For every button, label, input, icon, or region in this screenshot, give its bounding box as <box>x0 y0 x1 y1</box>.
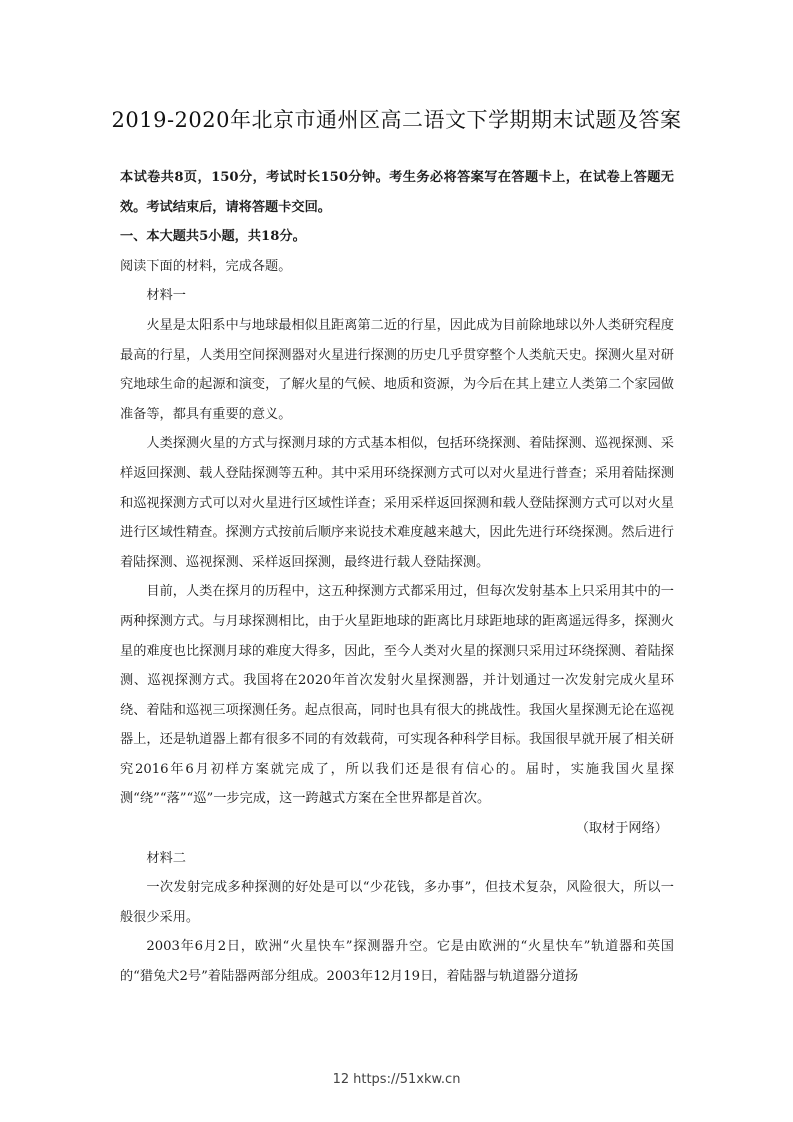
document-body <box>120 163 674 992</box>
material2-paragraph: 一次发射完成多种探测的好处是可以“少花钱，多办事”，但技术复杂，风险很大，所以一般很少采用。 <box>120 880 674 925</box>
page-footer <box>0 1072 793 1087</box>
material2-label: 材料二 <box>146 850 186 866</box>
material1-label: 材料一 <box>146 288 186 304</box>
material1-paragraph: 火星是太阳系中与地球最相似且距离第二近的行星，因此成为目前除地球以外人类研究程度最高的行星，人类用空间探测器对火星进行探测的历史几乎贯穿整个人类航天史。探测火星对研究地球生命的起源和演变，了解火星的气候、地质和资源，为今后在其上建立人类第二个家园做准备等，都具有重要的意义。 <box>120 317 674 422</box>
exam-instructions: 本试卷共8页，150分，考试时长150分钟。考生务必将答案写在答题卡上，在试卷上答题无效。考试结束后，请将答题卡交回。 <box>120 170 674 215</box>
material1-paragraph: 目前，人类在探月的历程中，这五种探测方式都采用过，但每次发射基本上只采用其中的一两种探测方式。与月球探测相比，由于火星距地球的距离比月球距地球的距离遥远得多，探测火星的难度也比探测月球的难度大得多，因此，至今人类对火星的探测只采用过环绕探测、着陆探测、巡视探测方式。我国将在2020年首次发射火星探测器，并计划通过一次发射完成火星环绕、着陆和巡视三项探测任务。起点很高，同时也具有很大的挑战性。我国火星探测无论在巡视器上，还是轨道器上都有很多不同的有效载荷，可实现各种科学目标。我国很早就开展了相关研究2016年6月初样方案就完成了，所以我们还是很有信心的。届时，实施我国火星探测“绕”“落”“巡”一步完成，这一跨越式方案在全世界都是首次。 <box>120 584 674 807</box>
material1-paragraph: 人类探测火星的方式与探测月球的方式基本相似，包括环绕探测、着陆探测、巡视探测、采样返回探测、载人登陆探测等五种。其中采用环绕探测方式可以对火星进行普查；采用着陆探测和巡视探测方式可以对火星进行区域性详查；采用采样返回探测和载人登陆探测方式可以对火星进行区域性精查。探测方式按前后顺序来说技术难度越来越大，因此先进行环绕探测。然后进行着陆探测、巡视探测、采样返回探测，最终进行载人登陆探测。 <box>120 436 674 570</box>
section-heading: 一、本大题共5小题，共18分。 <box>120 229 306 245</box>
material1-source: （取材于网络） <box>575 821 668 837</box>
page-number: 12 <box>332 1072 350 1087</box>
read-prompt: 阅读下面的材料，完成各题。 <box>120 258 292 274</box>
material2-paragraph: 2003年6月2日，欧洲“火星快车”探测器升空。它是由欧洲的“火星快车”轨道器和英国的“猎兔犬2号”着陆器两部分组成。2003年12月19日，着陆器与轨道器分道扬 <box>120 939 674 985</box>
footer-url[interactable]: https://51xkw.cn <box>353 1072 461 1087</box>
document-title: 2019-2020年北京市通州区高二语文下学期期末试题及答案 <box>111 108 682 132</box>
